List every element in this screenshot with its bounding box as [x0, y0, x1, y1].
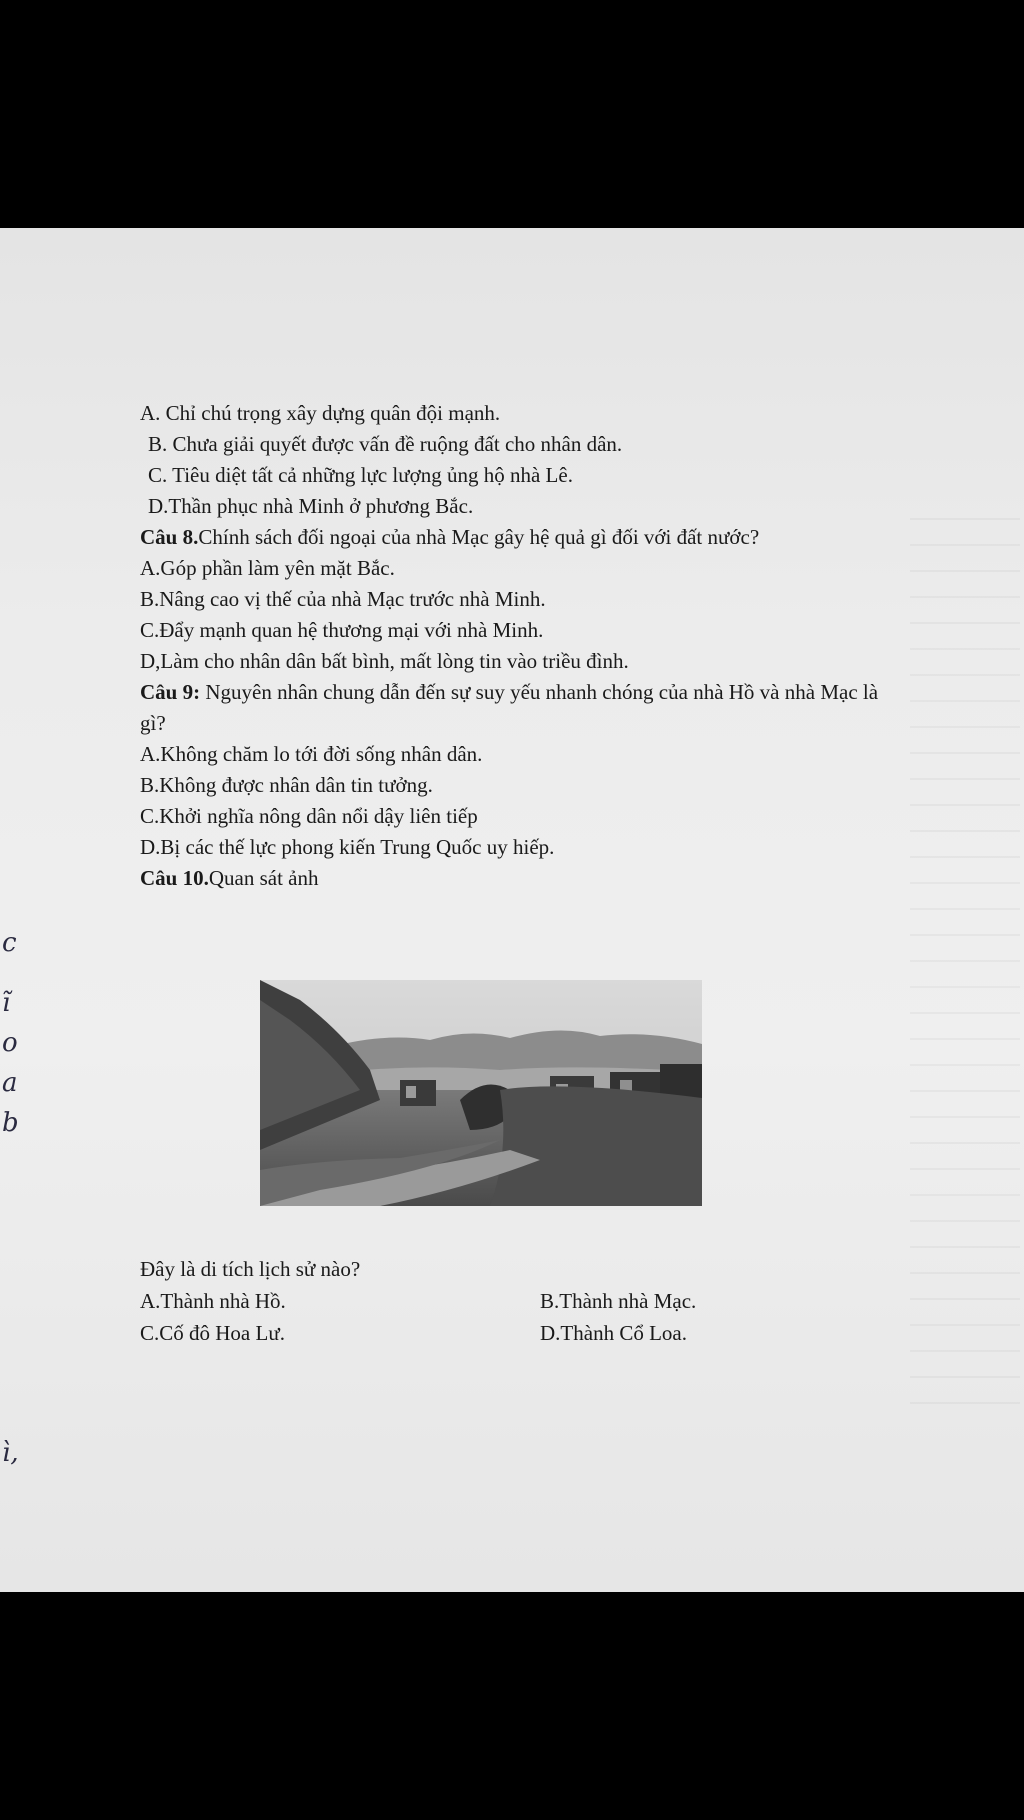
q9-option-d: D.Bị các thế lực phong kiến Trung Quốc uy hiếp.	[140, 835, 555, 859]
margin-mark: o	[2, 1028, 18, 1058]
exam-paper	[0, 228, 1024, 1592]
q8-text: Chính sách đối ngoại của nhà Mạc gây hệ quả gì đối với đất nước?	[198, 525, 760, 549]
q7-option-c: C. Tiêu diệt tất cả những lực lượng ủng hộ nhà Lê.	[148, 463, 573, 487]
margin-mark: a	[2, 1068, 18, 1098]
q8-label: Câu 8.	[140, 525, 199, 549]
q8-option-b: B.Nâng cao vị thế của nhà Mạc trước nhà Minh.	[140, 587, 546, 611]
q9-option-b: B.Không được nhân dân tin tưởng.	[140, 773, 433, 797]
q10-option-a: A.Thành nhà Hồ.	[140, 1289, 286, 1313]
q10-prompt: Đây là di tích lịch sử nào?	[140, 1257, 361, 1281]
handwritten-margin-marks	[0, 928, 30, 1578]
q10-options-row-2	[140, 1317, 940, 1349]
margin-mark: c	[2, 928, 17, 958]
margin-mark: ì,	[2, 1438, 19, 1468]
q9-question-cont: gì?	[140, 711, 166, 735]
q10-question	[140, 863, 1020, 894]
historical-site-photo	[260, 980, 702, 1206]
q10-options-row-1	[140, 1285, 940, 1317]
q9-question	[140, 677, 1020, 708]
q7-option-b: B. Chưa giải quyết được vấn đề ruộng đất cho nhân dân.	[148, 432, 623, 456]
question-text-block	[140, 398, 1020, 894]
q9-option-c: C.Khởi nghĩa nông dân nổi dậy liên tiếp	[140, 804, 478, 828]
q8-option-a: A.Góp phần làm yên mặt Bắc.	[140, 556, 395, 580]
q10-label: Câu 10.	[140, 866, 209, 890]
q9-text: Nguyên nhân chung dẫn đến sự suy yếu nhanh chóng của nhà Hồ và nhà Mạc là	[200, 680, 879, 704]
q7-option-d: D.Thần phục nhà Minh ở phương Bắc.	[148, 494, 474, 518]
q10-answers	[140, 1253, 940, 1349]
q7-option-a: A. Chỉ chú trọng xây dựng quân đội mạnh.	[140, 401, 501, 425]
photo-landscape	[260, 980, 702, 1206]
q10-option-b: B.Thành nhà Mạc.	[540, 1289, 697, 1313]
margin-mark: ĩ	[2, 988, 11, 1018]
q8-option-c: C.Đẩy mạnh quan hệ thương mại với nhà Minh.	[140, 618, 544, 642]
q8-question	[140, 522, 1020, 553]
margin-mark: b	[2, 1108, 19, 1138]
q8-option-d: D,Làm cho nhân dân bất bình, mất lòng tin vào triều đình.	[140, 649, 629, 673]
q9-label: Câu 9:	[140, 680, 201, 704]
q10-text: Quan sát ảnh	[208, 866, 319, 890]
q9-option-a: A.Không chăm lo tới đời sống nhân dân.	[140, 742, 483, 766]
q10-option-d: D.Thành Cổ Loa.	[540, 1321, 687, 1345]
q10-option-c: C.Cố đô Hoa Lư.	[140, 1321, 285, 1345]
